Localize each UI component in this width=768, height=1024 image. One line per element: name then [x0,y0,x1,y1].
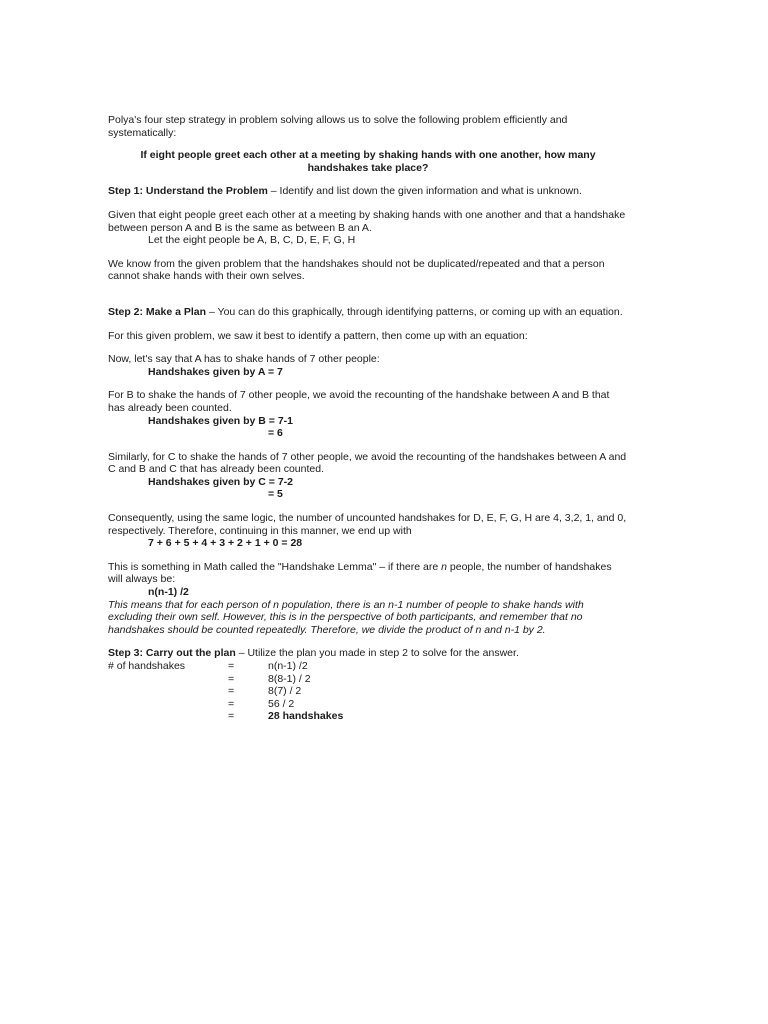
intro-paragraph: Polya's four step strategy in problem solving allows us to solve the following problem efficiently and systematically: [108,114,568,139]
step1-heading [108,185,628,198]
step2-a-text: Now, let's say that A has to shake hands of 7 other people: [108,353,380,366]
step1-let: Let the eight people be A, B, C, D, E, F, G, H [148,234,356,247]
step2-c-equation: Handshakes given by C = 7-2 [148,475,294,488]
step3-desc: – Utilize the plan you made in step 2 to solve for the answer. [235,647,519,660]
calc-equals: = [228,660,235,672]
step3-calculation [108,660,628,723]
calc-label-blank [108,698,228,711]
step1-given: Given that eight people greet each other at a meeting by shaking hands with one another and that a handshake between person A and B is the same as between B an A. [108,208,626,234]
calc-answer: 28 handshakes [268,710,344,723]
calc-equals: = [228,710,235,723]
lemma-n: n [441,560,447,573]
step2-b-equation: Handshakes given by B = 7-1 [148,414,294,427]
step2-a-equation: Handshakes given by A = 7 [148,365,283,378]
calc-line: 56 / 2 [268,697,295,710]
step2-title: Step 2: Make a Plan [108,305,207,318]
calc-equals: = [228,672,235,685]
step2-formula: n(n-1) /2 [148,586,189,599]
lemma-text-a: This is something in Math called the "Handshake Lemma" – if there are [108,560,442,573]
calc-label: # of handshakes [108,660,186,672]
step1-title: Step 1: Understand the Problem [108,185,268,198]
lemma-text-b: people, the number of handshakes will always be: [108,560,612,586]
step1-know: We know from the given problem that the handshakes should not be duplicated/repeated and that a person cannot shake hands with their own selves. [108,257,605,283]
step2-b-result: = 6 [268,427,283,440]
calc-equals: = [228,685,235,698]
step2-approach: For this given problem, we saw it best to identify a pattern, then come up with an equation: [108,329,528,342]
calc-line: 8(8-1) / 2 [268,672,311,685]
step1-desc: – Identify and list down the given information and what is unknown. [267,185,582,198]
step2-heading [108,306,628,319]
step2-c-result: = 5 [268,488,283,501]
step2-b-text: For B to shake the hands of 7 other people, we avoid the recounting of the handshake between A and B that has already been counted. [108,389,610,414]
calc-label-blank [108,673,228,686]
calc-equals: = [228,697,235,710]
problem-statement: If eight people greet each other at a meeting by shaking hands with one another, how many handshakes take place? [140,149,596,174]
step3-heading [108,647,628,660]
step2-sum: 7 + 6 + 5 + 4 + 3 + 2 + 1 + 0 = 28 [148,537,303,550]
step2-explanation: This means that for each person of n population, there is an n-1 number of people to shake hands with excluding their own self. However, this is in the perspective of both participants, and remember that no handshakes should be counted repeatedly. Therefore, we divide the product of n and n-1 by 2. [108,598,584,636]
step2-c-text: Similarly, for C to shake the hands of 7 other people, we avoid the recounting of the handshakes between A and C and B and C that has already been counted. [108,450,627,476]
step2-desc: – You can do this graphically, through identifying patterns, or coming up with an equation. [206,305,623,318]
calc-label-blank [108,710,228,723]
document [108,114,628,723]
calc-label-blank [108,685,228,698]
step2-lemma [108,561,628,586]
step2-consequently: Consequently, using the same logic, the number of uncounted handshakes for D, E, F, G, H are 4, 3,2, 1, and 0, respectively. Therefore, continuing in this manner, we end up with [108,512,627,537]
calc-line: n(n-1) /2 [268,660,308,672]
step3-title: Step 3: Carry out the plan [108,647,236,660]
calc-line: 8(7) / 2 [268,685,302,698]
